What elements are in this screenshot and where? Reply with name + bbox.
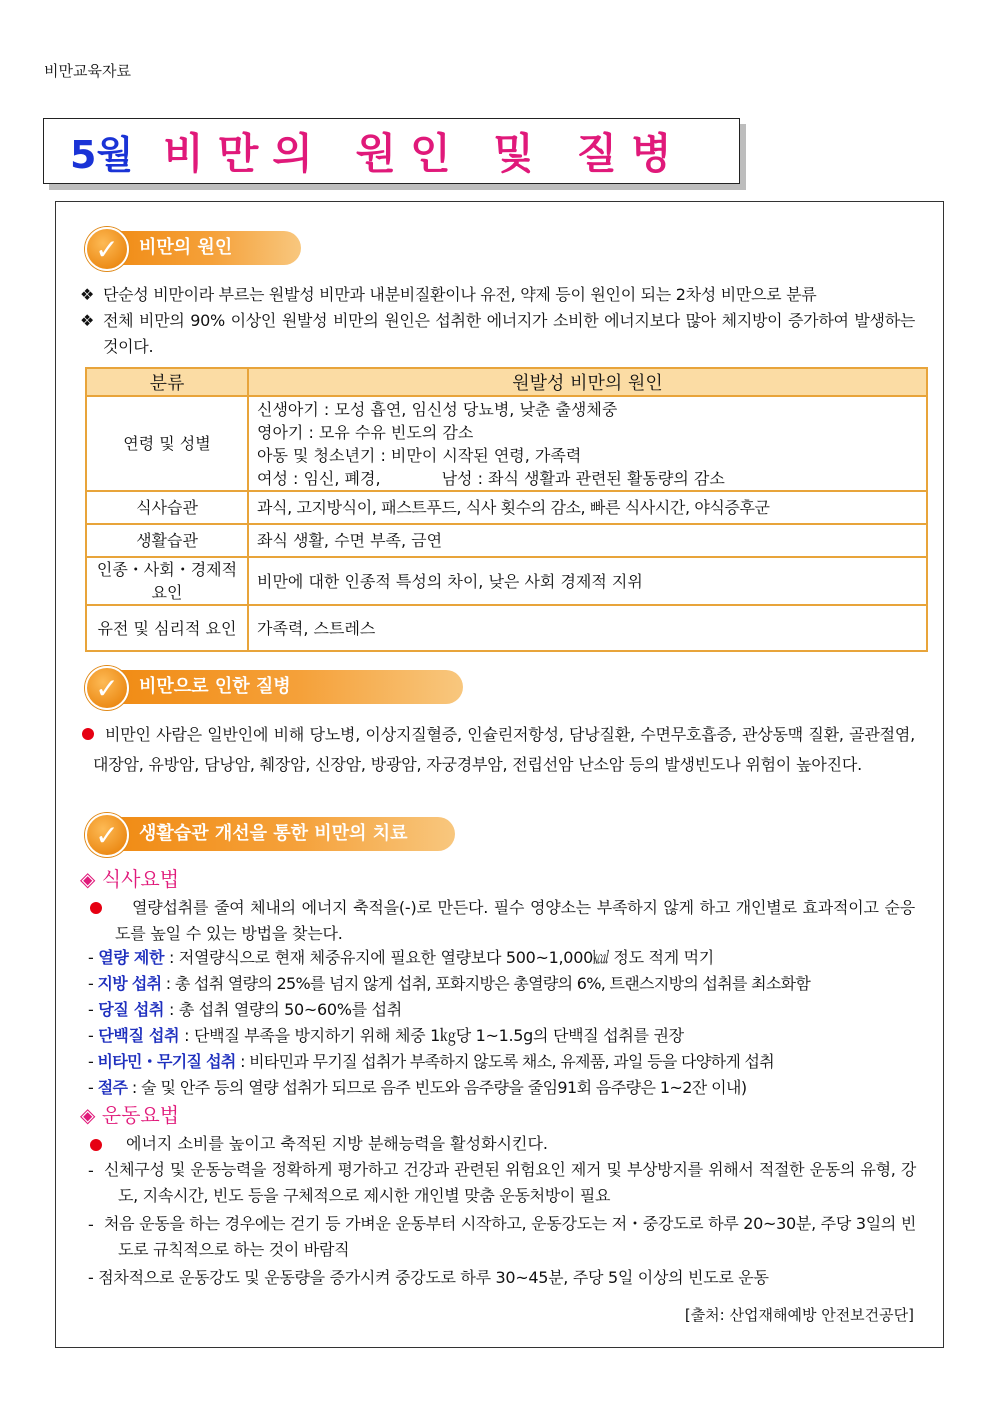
table-category: 식사습관 — [86, 491, 248, 524]
dash-icon: - — [88, 1268, 94, 1287]
exercise-item-text: 처음 운동을 하는 경우에는 걷기 등 가벼운 운동부터 시작하고, 운동강도는 저・중강도로 하루 20~30분, 주당 3일의 빈도로 규칙적으로 하는 것이 바람직 — [104, 1214, 916, 1259]
checkmark-icon: ✓ — [85, 666, 129, 710]
cell-line: 아동 및 청소년기 : 비만이 시작된 연령, 가족력 — [257, 445, 582, 465]
table-header: 원발성 비만의 원인 — [248, 368, 927, 396]
section-heading-text: 생활습관 개선을 통한 비만의 치료 — [139, 823, 408, 844]
exercise-title-text: 운동요법 — [101, 1103, 180, 1127]
cell-line: 비만에 대한 인종적 특성의 차이, 낮은 사회 경제적 지위 — [257, 571, 643, 591]
cell-line: 여성 : 임신, 폐경, 남성 : 좌식 생활과 관련된 활동량의 감소 — [257, 468, 725, 488]
dash-icon: - — [88, 1215, 94, 1234]
diet-item-text: : 총 섭취 열량의 50~60%를 섭취 — [164, 1000, 402, 1019]
diet-item-text: : 비타민과 무기질 섭취가 부족하지 않도록 채소, 유제품, 과일 등을 다양하게 섭취 — [235, 1052, 774, 1071]
red-bullet-icon — [90, 1139, 102, 1151]
section-heading-pill — [103, 231, 301, 265]
section-heading-pill — [103, 817, 455, 851]
section-treatment-heading — [85, 813, 455, 853]
table-row — [86, 557, 927, 605]
section-causes-heading — [85, 227, 301, 267]
dash-icon: - — [88, 1026, 94, 1045]
table-row — [86, 491, 927, 524]
cell-line: 신생아기 : 모성 흡연, 임신성 당뇨병, 낮춘 출생체중 — [257, 399, 618, 419]
diet-item — [88, 998, 402, 1022]
diamond-bullet-icon: ❖ — [80, 285, 95, 304]
diet-item-text: : 저열량식으로 현재 체중유지에 필요한 열량보다 500~1,000㎉ 정도 적게 먹기 — [164, 948, 714, 967]
diet-item-key: 당질 섭취 — [98, 1000, 165, 1019]
table-header-row — [86, 368, 927, 396]
document-label: 비만교육자료 — [44, 62, 131, 80]
exercise-item — [88, 1266, 769, 1290]
diet-item — [88, 972, 810, 996]
dash-icon: - — [88, 1052, 94, 1071]
diet-item-key: 열량 제한 — [98, 948, 165, 967]
exercise-intro — [90, 1132, 548, 1156]
exercise-therapy-title — [80, 1102, 179, 1128]
bullet-line — [80, 309, 94, 333]
diet-item-key: 비타민・무기질 섭취 — [97, 1052, 236, 1071]
exercise-item — [88, 1159, 94, 1183]
diamond-bullet-icon: ❖ — [80, 311, 95, 330]
table-row — [86, 605, 927, 651]
diseases-text: 비만인 사람은 일반인에 비해 당노병, 이상지질혈증, 인슐린저항성, 담낭질환, 수면무호흡증, 관상동맥 질환, 골관절염, 대장암, 유방암, 담낭암, 췌장암, 신장암, 방광암, 자궁경부암, 전립선암 난소암 등의 발생빈도나 위험이 높아진다. — [93, 725, 915, 774]
dash-icon: - — [88, 1161, 94, 1180]
exercise-item — [88, 1213, 94, 1237]
diet-item-key: 절주 — [97, 1078, 128, 1097]
title-box — [43, 118, 740, 184]
diet-item-key: 단백질 섭취 — [98, 1026, 180, 1045]
table-cell — [248, 396, 927, 491]
diet-item-text: : 총 섭취 열량의 25%를 넘지 않게 섭취, 포화지방은 총열량의 6%, 트랜스지방의 섭취를 최소화함 — [161, 974, 811, 993]
diet-title-text: 식사요법 — [101, 867, 180, 891]
diamond-icon: ◈ — [80, 867, 96, 891]
diet-therapy-title — [80, 866, 179, 892]
dash-icon: - — [88, 974, 94, 993]
page-title: 비만의 원인 및 질병 — [163, 129, 686, 178]
red-bullet-icon — [90, 902, 102, 914]
table-category: 유전 및 심리적 요인 — [86, 605, 248, 651]
table-row — [86, 396, 927, 491]
checkmark-icon: ✓ — [85, 813, 129, 857]
classification-text: 단순성 비만이라 부르는 원발성 비만과 내분비질환이나 유전, 약제 등이 원인이 되는 2차성 비만으로 분류 — [103, 285, 817, 304]
cell-line: 영아기 : 모유 수유 빈도의 감소 — [257, 422, 474, 442]
section-heading-text: 비만으로 인한 질병 — [139, 676, 291, 697]
table-row — [86, 524, 927, 557]
table-cell — [248, 557, 927, 605]
dash-icon: - — [88, 1078, 94, 1097]
table-category: 인종・사회・경제적 요인 — [86, 557, 248, 605]
cell-line: 가족력, 스트레스 — [257, 618, 376, 638]
section-heading-pill — [103, 670, 463, 704]
diet-item — [88, 1076, 747, 1100]
table-cell — [248, 491, 927, 524]
diet-intro-text: 열량섭취를 줄여 체내의 에너지 축적을(-)로 만든다. 필수 영양소는 부족하지 않게 하고 개인별로 효과적이고 순응도를 높일 수 있는 방법을 찾는다. — [115, 898, 915, 943]
table-category: 생활습관 — [86, 524, 248, 557]
exercise-item-text: 신체구성 및 운동능력을 정확하게 평가하고 건강과 관련된 위험요인 제거 및 부상방지를 위해서 적절한 운동의 유형, 강도, 지속시간, 빈도 등을 구체적으로 제시한 개인별 맞춤 운동처방이 필요 — [104, 1160, 916, 1205]
checkmark-icon: ✓ — [85, 227, 129, 271]
source-citation: [출처: 산업재해예방 안전보건공단] — [684, 1306, 914, 1324]
exercise-intro-text: 에너지 소비를 높이고 축적된 지방 분해능력을 활성화시킨다. — [126, 1134, 549, 1153]
section-heading-text: 비만의 원인 — [139, 237, 233, 258]
table-header: 분류 — [86, 368, 248, 396]
diamond-icon: ◈ — [80, 1103, 96, 1127]
cell-line: 좌식 생활, 수면 부족, 금연 — [257, 531, 443, 550]
table-cell — [248, 605, 927, 651]
causes-table — [85, 367, 928, 652]
primary-obesity-text: 전체 비만의 90% 이상인 원발성 비만의 원인은 섭취한 에너지가 소비한 에너지보다 많아 체지방이 증가하여 발생하는 것이다. — [103, 311, 915, 356]
diet-item-text: : 술 및 안주 등의 열량 섭취가 되므로 음주 빈도와 음주량을 줄임91회 음주량은 1~2잔 이내) — [127, 1078, 747, 1097]
dash-icon: - — [88, 1000, 94, 1019]
diet-item-key: 지방 섭취 — [97, 974, 162, 993]
table-cell — [248, 524, 927, 557]
exercise-item-text: 점차적으로 운동강도 및 운동량을 증가시켜 중강도로 하루 30~45분, 주당 5일 이상의 빈도로 운동 — [98, 1268, 769, 1287]
cell-line: 과식, 고지방식이, 패스트푸드, 식사 횟수의 감소, 빠른 식사시간, 야식증후군 — [257, 498, 770, 517]
title-month: 5월 — [70, 132, 134, 177]
diet-item — [88, 1050, 774, 1074]
bullet-line — [80, 283, 94, 307]
diet-item-text: : 단백질 부족을 방지하기 위해 체중 1㎏당 1~1.5g의 단백질 섭취를 권장 — [179, 1026, 684, 1045]
dash-icon: - — [88, 948, 94, 967]
diet-item — [88, 946, 714, 970]
section-diseases-heading — [85, 666, 465, 706]
diet-item — [88, 1024, 684, 1048]
table-category: 연령 및 성별 — [86, 396, 248, 491]
